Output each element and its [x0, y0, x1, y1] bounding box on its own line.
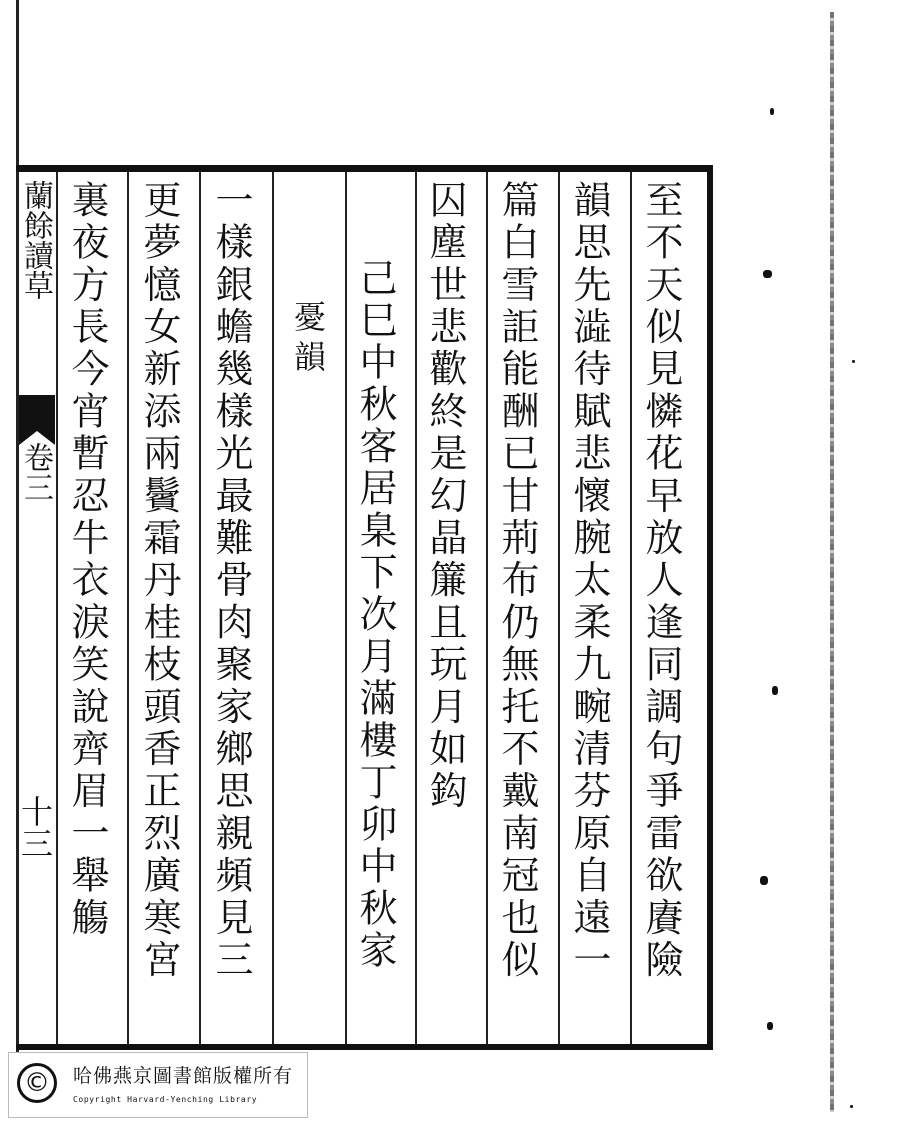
- page-right-edge: [830, 12, 834, 1112]
- copyright-english: Copyright Harvard-Yenching Library: [73, 1095, 258, 1104]
- column-rule: [199, 172, 201, 1044]
- scan-speck: [852, 360, 855, 363]
- copyright-stamp: [8, 1052, 308, 1118]
- volume-label: 卷三: [18, 442, 53, 502]
- scan-speck: [850, 1105, 853, 1108]
- column-rule: [630, 172, 632, 1044]
- page-number: 十三: [16, 795, 54, 859]
- text-column: 裏夜方長今宵暫忍牛衣淚笑說齊眉一舉觴: [65, 180, 109, 940]
- text-column: 至不天似見憐花早放人逢同調句爭雷欲賡險: [639, 180, 683, 982]
- column-rule: [415, 172, 417, 1044]
- column-rule: [558, 172, 560, 1044]
- column-rule: [345, 172, 347, 1044]
- text-column: 囚塵世悲歡終是幻晶簾且玩月如鈎: [423, 180, 467, 813]
- scan-speck: [767, 1022, 773, 1030]
- copyright-icon: ©: [17, 1063, 57, 1103]
- column-rule: [127, 172, 129, 1044]
- poem-title: 憂韻: [289, 300, 327, 380]
- column-rule: [272, 172, 274, 1044]
- scan-speck: [772, 686, 778, 695]
- scan-speck: [760, 876, 768, 885]
- copyright-chinese: 哈佛燕京圖書館版權所有: [73, 1065, 294, 1087]
- text-column: 一樣銀蟾幾樣光最難骨肉聚家鄉思親頻見三: [209, 180, 253, 982]
- scan-speck: [770, 108, 774, 115]
- text-column: 更夢憶女新添兩鬢霜丹桂枝頭香正烈廣寒宮: [137, 180, 181, 982]
- column-rule: [56, 172, 58, 1044]
- column-rule: [486, 172, 488, 1044]
- text-column: 韻思先澁待賦悲懷腕太柔九畹清芬原自遠一: [567, 180, 611, 982]
- book-title: 蘭餘讀草: [18, 180, 53, 300]
- text-column: 篇白雪詎能酬已甘荊布仍無托不戴南冠也似: [495, 180, 539, 982]
- poem-date-line: 己巳中秋客居臬下次月滿樓丁卯中秋家: [353, 258, 397, 972]
- scan-speck: [763, 270, 772, 278]
